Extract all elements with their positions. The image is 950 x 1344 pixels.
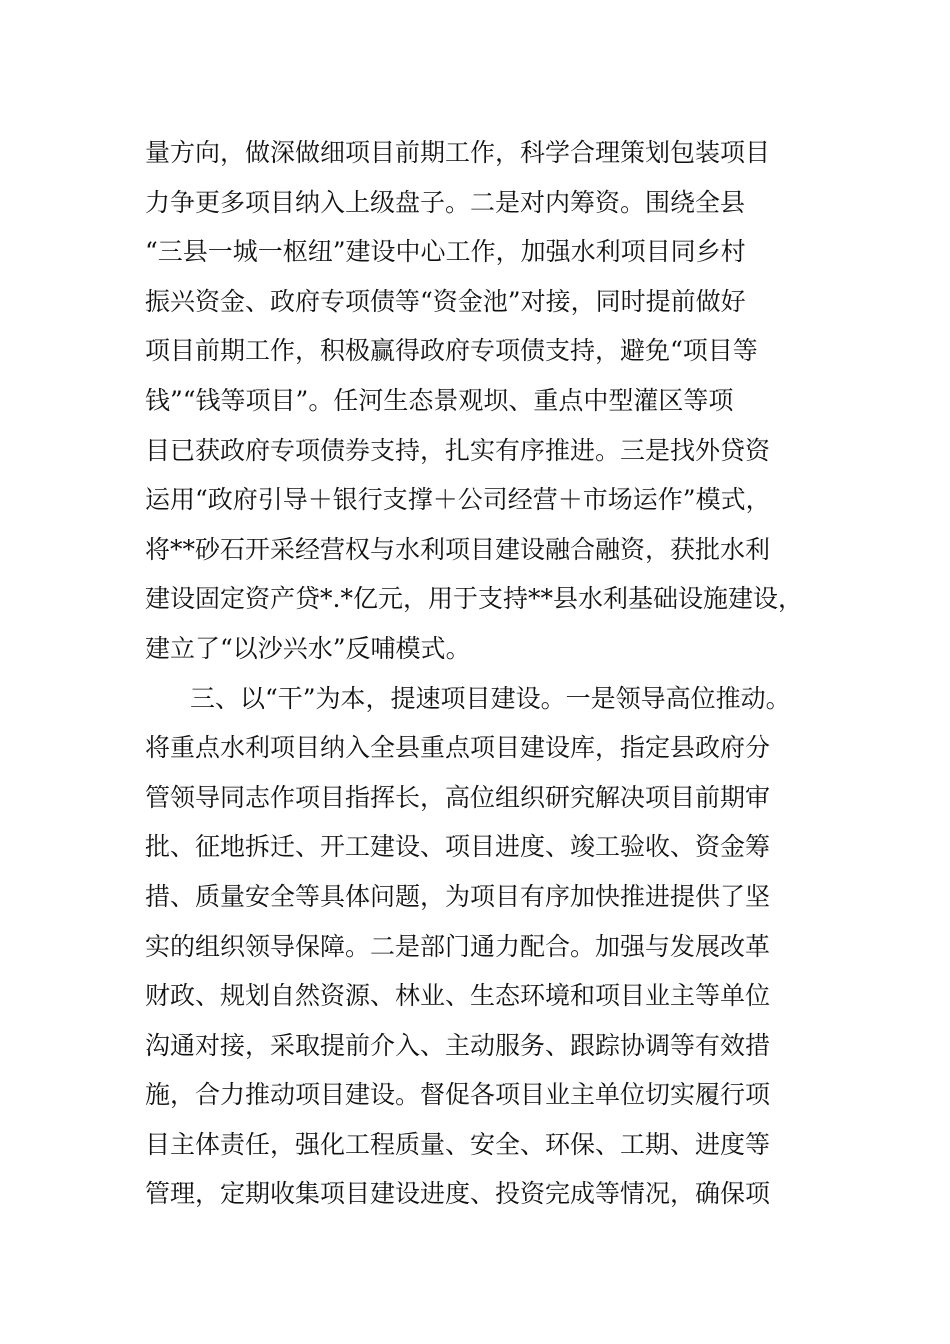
text-line: 力争更多项目纳入上级盘子。二是对内筹资。围绕全县 <box>145 187 746 217</box>
text-line: 措、质量安全等具体问题，为项目有序加快推进提供了坚 <box>145 881 771 911</box>
text-line: 将**砂石开采经营权与水利项目建设融合融资，获批水利 <box>145 534 771 564</box>
text-line: 管领导同志作项目指挥长，高位组织研究解决项目前期审 <box>145 782 771 812</box>
text-line: “三县一城一枢纽”建设中心工作，加强水利项目同乡村 <box>145 237 746 267</box>
text-line: 财政、规划自然资源、林业、生态环境和项目业主等单位 <box>145 981 771 1011</box>
text-line: 量方向，做深做细项目前期工作，科学合理策划包装项目 <box>145 138 771 167</box>
document-body <box>145 128 825 1219</box>
paragraph-start-line: 三、以“干”为本，提速项目建设。一是领导高位推动。 <box>190 683 791 713</box>
text-line: 实的组织领导保障。二是部门通力配合。加强与发展改革 <box>145 931 771 961</box>
text-line: 批、征地拆迁、开工建设、项目进度、竣工验收、资金筹 <box>145 832 771 862</box>
text-line: 项目前期工作，积极赢得政府专项债支持，避免“项目等 <box>145 336 758 366</box>
text-line: 管理，定期收集项目建设进度、投资完成等情况，确保项 <box>145 1179 771 1209</box>
text-line: 沟通对接，采取提前介入、主动服务、跟踪协调等有效措 <box>145 1030 771 1060</box>
text-line: 目主体责任，强化工程质量、安全、环保、工期、进度等 <box>145 1129 771 1159</box>
text-line: 目已获政府专项债券支持，扎实有序推进。三是找外贷资 <box>145 435 771 465</box>
text-line: 振兴资金、政府专项债等“资金池”对接，同时提前做好 <box>145 286 746 316</box>
text-line: 运用“政府引导＋银行支撑＋公司经营＋市场运作”模式， <box>145 485 771 515</box>
text-line: 施，合力推动项目建设。督促各项目业主单位切实履行项 <box>145 1080 771 1110</box>
text-line: 建立了“以沙兴水”反哺模式。 <box>145 633 471 663</box>
text-line: 将重点水利项目纳入全县重点项目建设库，指定县政府分 <box>145 733 771 763</box>
text-line: 钱”“钱等项目”。任河生态景观坝、重点中型灌区等项 <box>145 385 734 415</box>
text-line: 建设固定资产贷*.*亿元，用于支持**县水利基础设施建设， <box>145 584 803 614</box>
